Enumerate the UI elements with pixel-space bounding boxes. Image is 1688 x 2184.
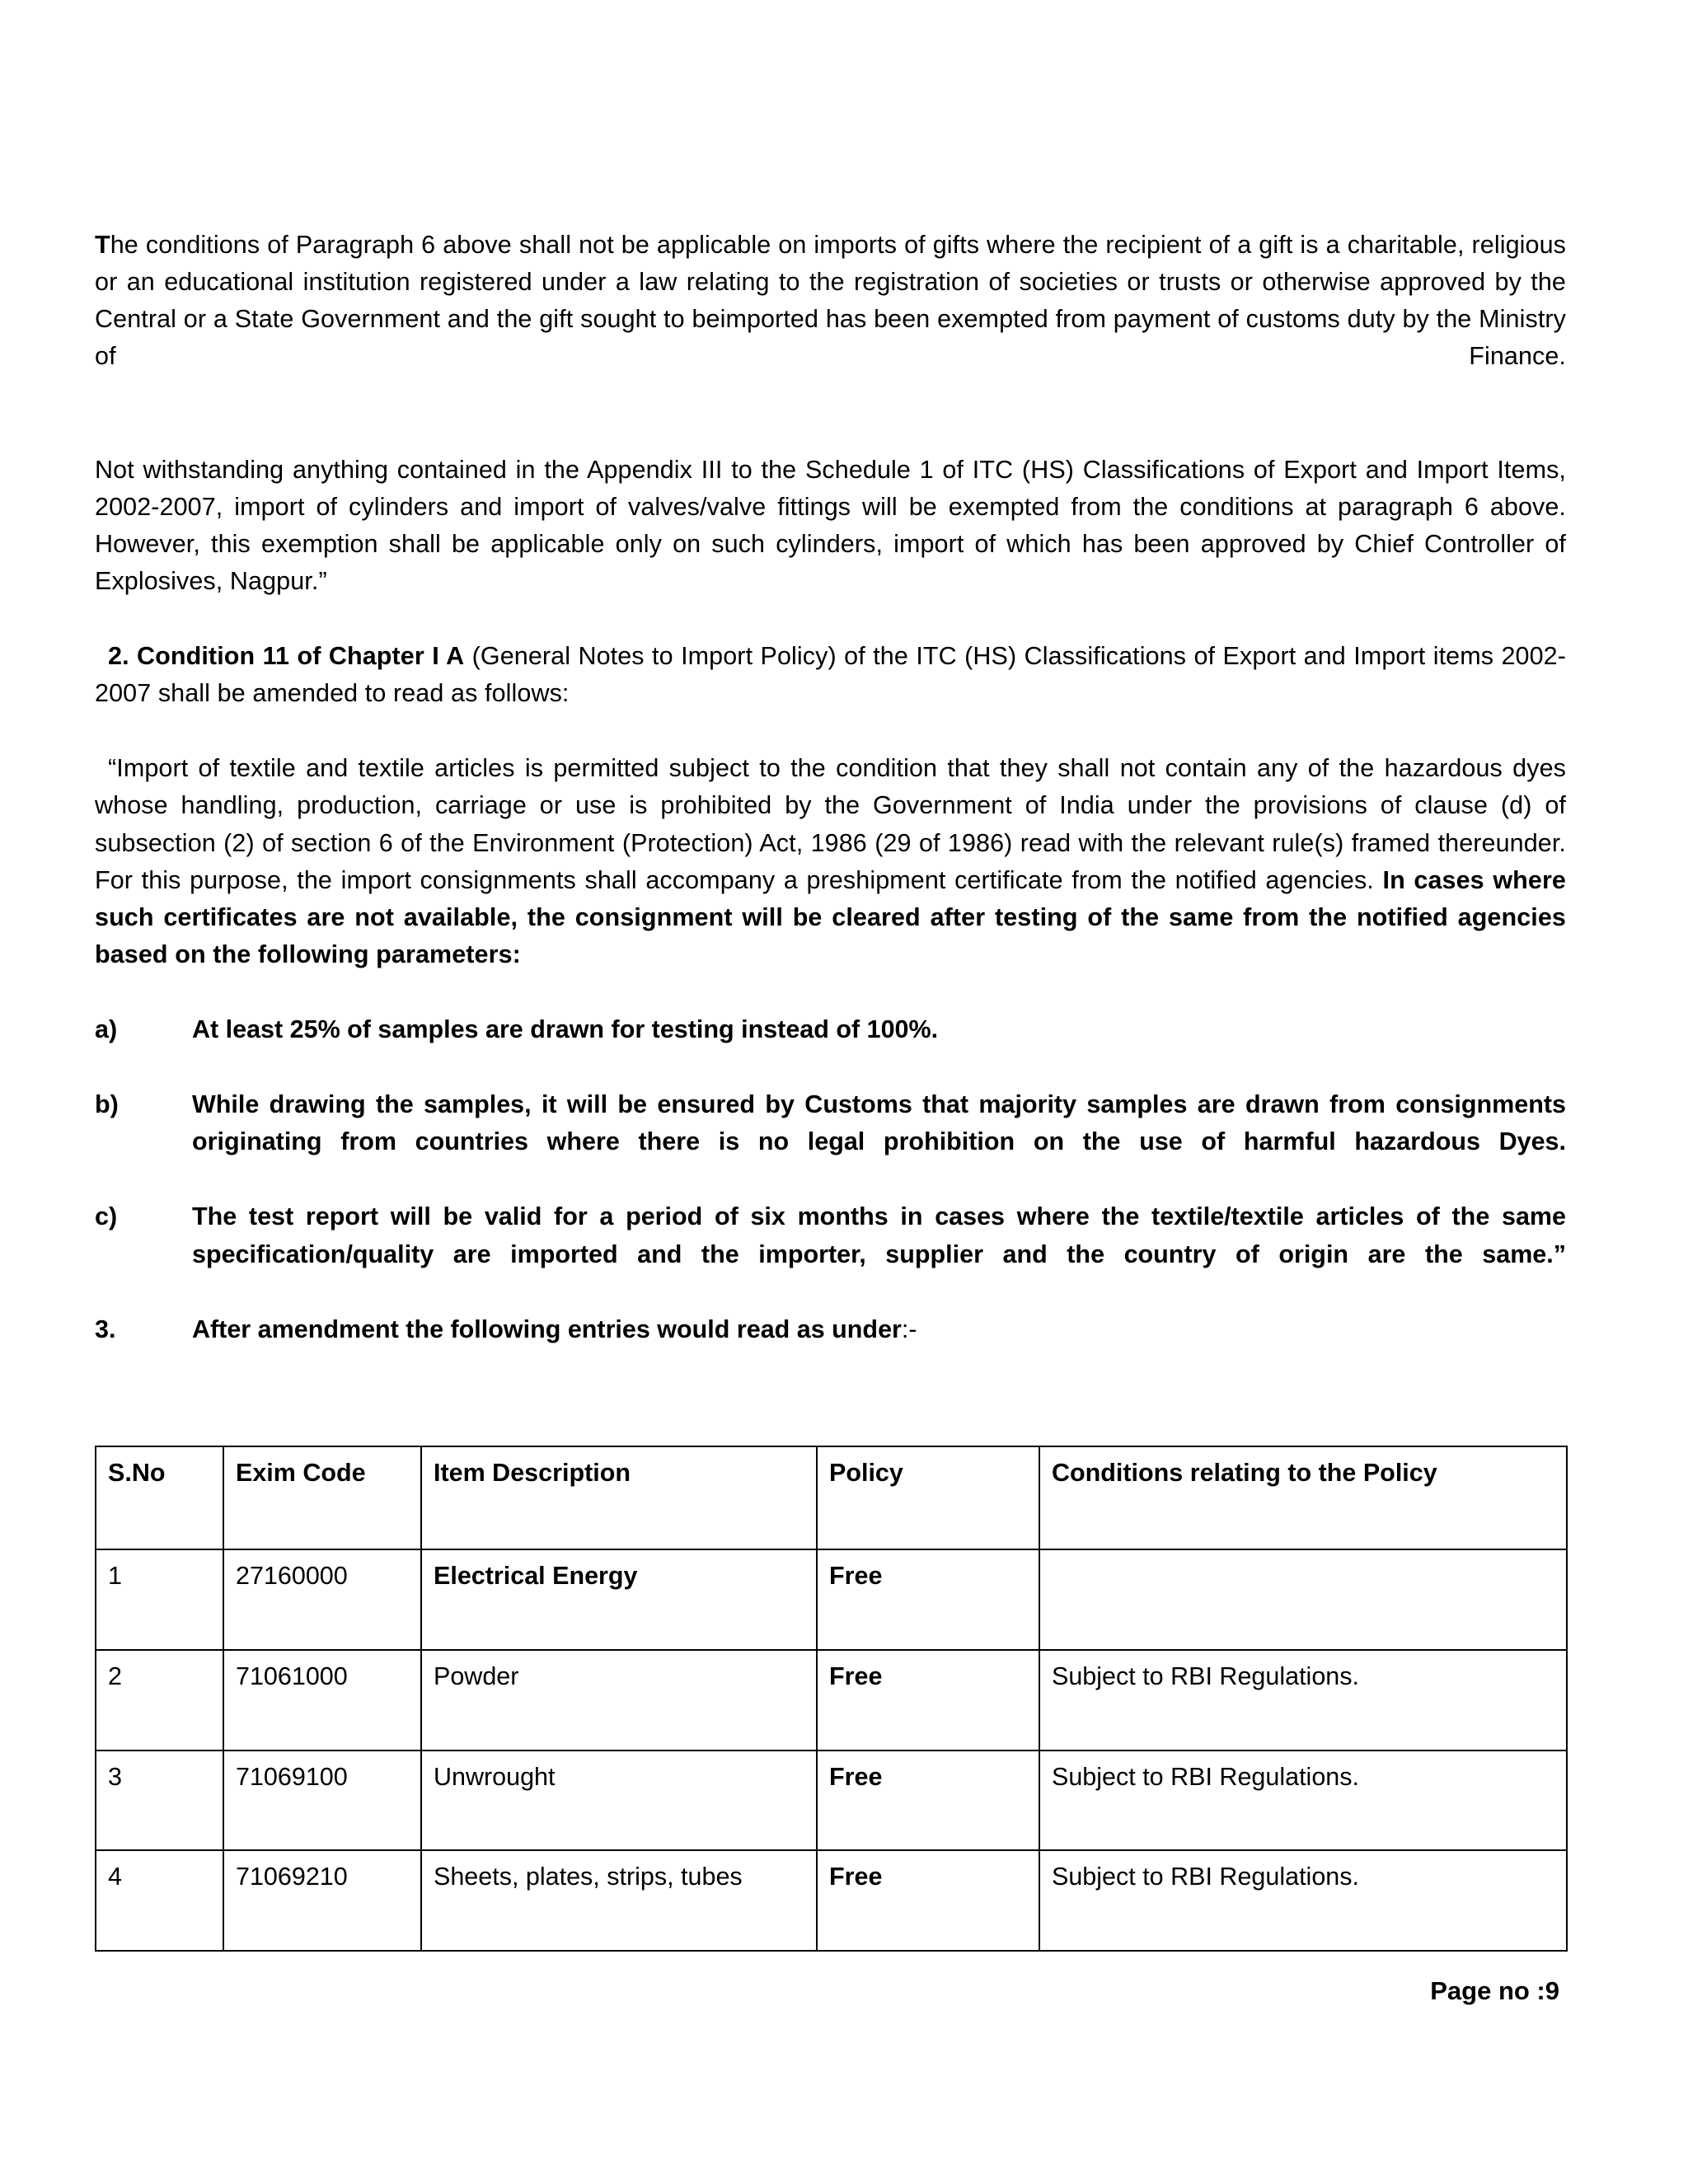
spacer [95, 376, 1566, 452]
paragraph-gift-conditions [95, 227, 1566, 376]
textile-import-text: “Import of textile and textile articles is permitted subject to the condition that they shall not contain any of the hazardous dyes whose handling, production, carriage or use is prohibited by the Government of India under the provisions of clause (d) of subsection (2) of section 6 of the Environment (Protection) Act, 1986 (29 of 1986) read with the relevant rule(s) framed thereunder. For this purpose, the import consignments shall accompany a preshipment certificate from the notified agencies. [95, 754, 1566, 894]
list-marker-c: c) [95, 1202, 118, 1231]
cell-conditions: Subject to RBI Regulations. [1039, 1750, 1567, 1851]
clause-3-body [192, 1311, 1566, 1348]
cell-exim-code: 71061000 [223, 1650, 421, 1750]
cell-sno: 3 [96, 1750, 223, 1851]
list-item-b [95, 1086, 1566, 1160]
spacer [95, 600, 1566, 638]
cell-exim-code: 71069210 [223, 1850, 421, 1951]
cell-policy: Free [817, 1549, 1039, 1650]
clause-3-bold-text: After amendment the following entries would read as under [192, 1315, 902, 1343]
textile-import-emphasis: In cases where such certificates are not available, the consignment will be cleared after testing of the same from the notified agencies based on the following parameters: [95, 865, 1566, 968]
list-marker-b: b) [95, 1090, 119, 1119]
table-header-row [96, 1446, 1567, 1550]
entries-table [95, 1446, 1568, 1952]
clause-3 [95, 1311, 1566, 1348]
cell-item-description: Unwrought [421, 1750, 817, 1851]
table-row [96, 1549, 1567, 1650]
cell-policy: Free [817, 1850, 1039, 1951]
page-number-footer: Page no :9 [1430, 1975, 1559, 2005]
column-header-item-description: Item Description [421, 1446, 817, 1550]
paragraph-gift-conditions-text: he conditions of Paragraph 6 above shall not be applicable on imports of gifts where the recipient of a gift is a charitable, religious or an educational institution registered under a law relating to the registration of societies or trusts or otherwise approved by the Central or a State Government and the gift sought to beimported has been exempted from payment of customs duty by the Ministry of Finance. [95, 231, 1566, 371]
table-row [96, 1750, 1567, 1851]
paragraph-textile-import [95, 750, 1566, 973]
spacer [95, 1160, 1566, 1198]
entries-table-wrapper [95, 1446, 1566, 1952]
spacer [95, 712, 1566, 750]
column-header-sno: S.No [96, 1446, 223, 1550]
condition-11-text: (General Notes to Import Policy) of the ITC (HS) Classifications of Export and Import items 2002-2007 shall be amended to read as follows: [95, 642, 1566, 708]
spacer [95, 1273, 1566, 1311]
list-marker-a: a) [95, 1015, 118, 1043]
paragraph-cylinders-exemption: Not withstanding anything contained in the Appendix III to the Schedule 1 of ITC (HS) Classifications of Export and Import Items, 2002-2007, import of cylinders and import of valves/valve fittings will be exempted from the conditions at paragraph 6 above. However, this exemption shall be applicable only on such cylinders, import of which has been approved by Chief Controller of Explosives, Nagpur.” [95, 455, 1566, 595]
cell-policy: Free [817, 1750, 1039, 1851]
cell-policy: Free [817, 1650, 1039, 1750]
cell-sno: 2 [96, 1650, 223, 1750]
cell-exim-code: 71069100 [223, 1750, 421, 1851]
cell-conditions [1039, 1549, 1567, 1650]
paragraph-lead-cap: T [95, 231, 110, 259]
cell-conditions: Subject to RBI Regulations. [1039, 1850, 1567, 1951]
cell-conditions: Subject to RBI Regulations. [1039, 1650, 1567, 1750]
list-text-c: The test report will be valid for a period of six months in cases where the textile/textile articles of the same specification/quality are imported and the importer, supplier and the country of origin are the same.” [192, 1202, 1566, 1268]
column-header-conditions: Conditions relating to the Policy [1039, 1446, 1567, 1550]
cell-item-description: Powder [421, 1650, 817, 1750]
condition-11-heading: 2. Condition 11 of Chapter I A [108, 642, 465, 670]
clause-3-tail: :- [901, 1315, 917, 1343]
list-text-b: While drawing the samples, it will be ensured by Customs that majority samples are drawn from consignments originating from countries where there is no legal prohibition on the use of harmful hazardous Dyes. [192, 1090, 1566, 1156]
spacer [95, 973, 1566, 1011]
list-item-a [95, 1011, 1566, 1048]
list-text-a: At least 25% of samples are drawn for testing instead of 100%. [192, 1015, 939, 1043]
spacer [95, 1048, 1566, 1086]
column-header-exim-code: Exim Code [223, 1446, 421, 1550]
cell-item-description: Sheets, plates, strips, tubes [421, 1850, 817, 1951]
cell-item-description: Electrical Energy [421, 1549, 817, 1650]
paragraph-condition-11 [95, 638, 1566, 712]
table-row [96, 1850, 1567, 1951]
cell-exim-code: 27160000 [223, 1549, 421, 1650]
cell-sno: 1 [96, 1549, 223, 1650]
list-item-c [95, 1198, 1566, 1272]
cell-sno: 4 [96, 1850, 223, 1951]
clause-3-marker: 3. [95, 1315, 116, 1343]
table-row [96, 1650, 1567, 1750]
column-header-policy: Policy [817, 1446, 1039, 1550]
